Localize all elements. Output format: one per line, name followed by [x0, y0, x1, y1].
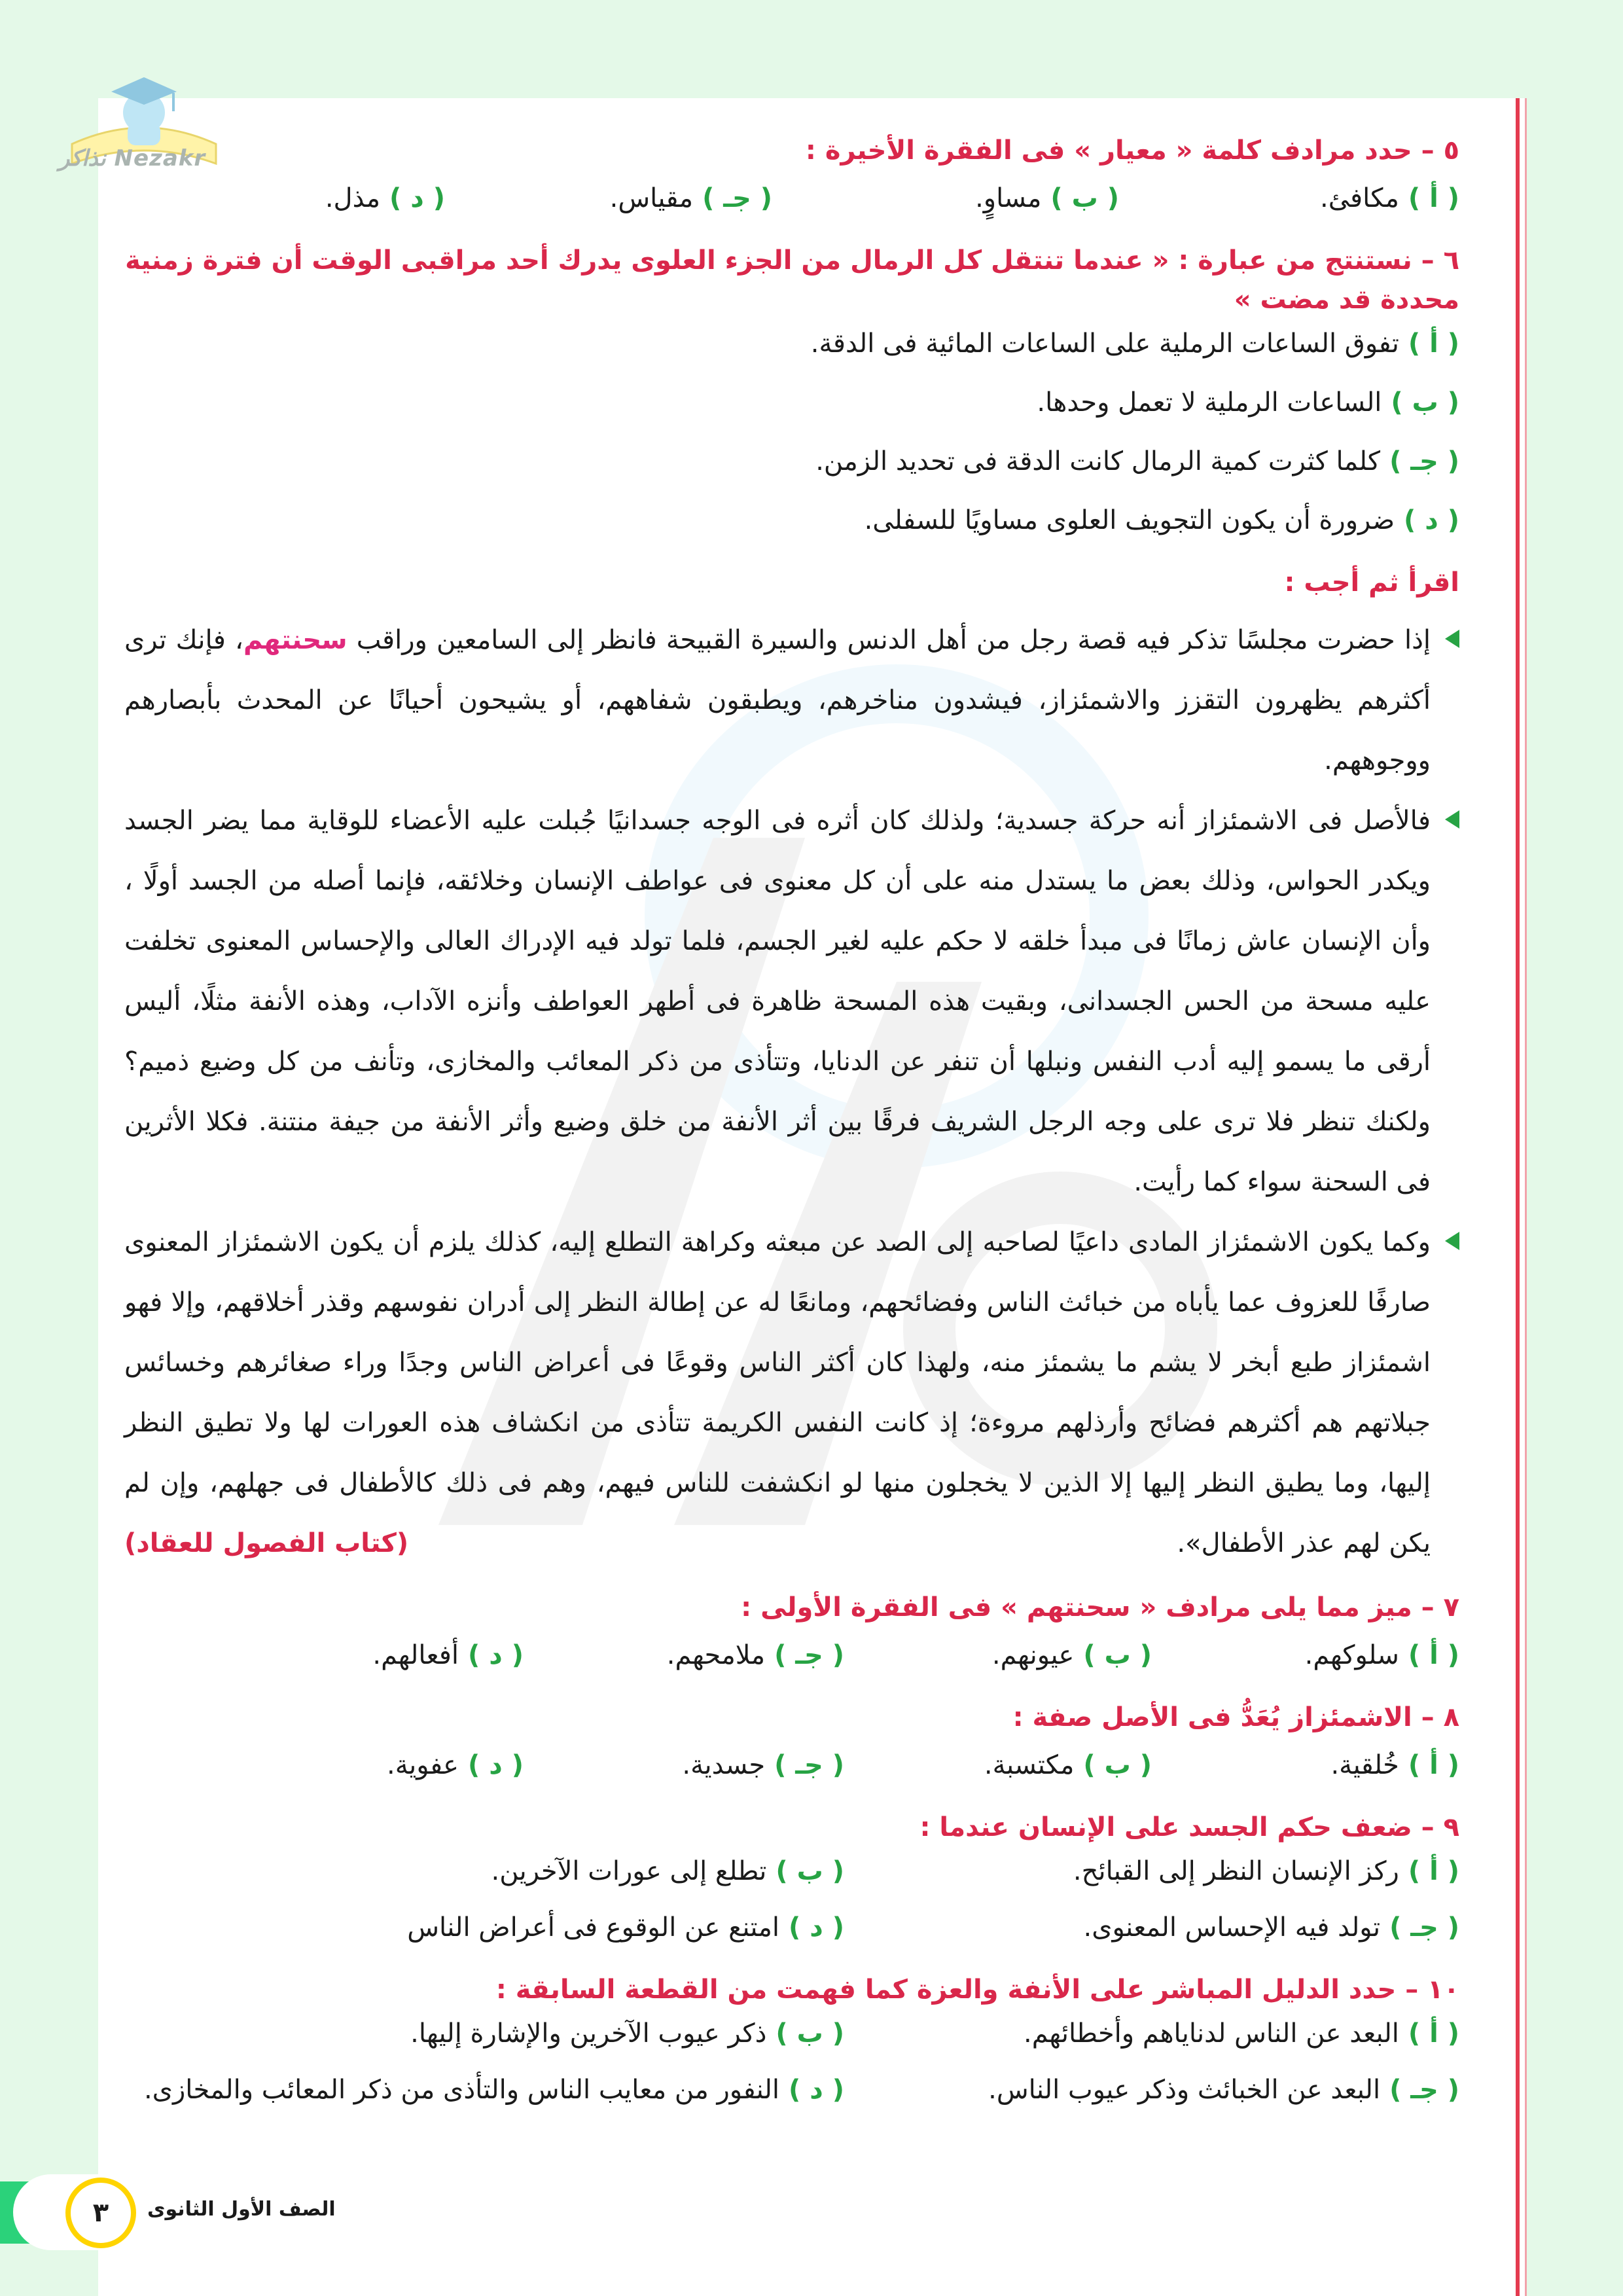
- option-a[interactable]: [844, 2013, 1459, 2054]
- option-text: ركز الإنسان النظر إلى القبائح.: [1073, 1856, 1399, 1886]
- passage-paragraph-1: [124, 610, 1459, 791]
- question-10-options-row-2: [124, 2070, 1459, 2110]
- passage-paragraph-2: [124, 791, 1459, 1212]
- option-letter: ( جـ ): [1389, 2075, 1459, 2105]
- option-text: سلوكهم.: [1304, 1640, 1399, 1670]
- worksheet-content: [124, 131, 1459, 2110]
- option-letter: ( جـ ): [1389, 1912, 1459, 1943]
- option-text: البعد عن الخبائث وذكر عيوب الناس.: [988, 2075, 1381, 2105]
- margin-rule: [1516, 98, 1520, 2296]
- option-text: مقياس.: [609, 183, 694, 213]
- bullet-triangle-icon: [1445, 1232, 1459, 1250]
- option-text: تولد فيه الإحساس المعنوى.: [1083, 1912, 1381, 1943]
- option-letter: ( جـ ): [774, 1750, 844, 1780]
- option-d[interactable]: [372, 1635, 524, 1676]
- option-a[interactable]: [1152, 1745, 1459, 1785]
- option-d[interactable]: [407, 1907, 844, 1948]
- option-letter: ( ب ): [776, 2018, 844, 2049]
- option-text: امتنع عن الوقوع فى أعراض الناس: [407, 1912, 780, 1943]
- question-7-title: ٧ – ميز مما يلى مرادف « سحنتهم » فى الفقرة الأولى :: [741, 1592, 1459, 1623]
- question-10-options-row-1: [124, 2013, 1459, 2054]
- option-text: تفوق الساعات الرملية على الساعات المائية فى الدقة.: [810, 329, 1399, 359]
- option-c[interactable]: [524, 1635, 844, 1676]
- passage-text: ، فإنك ترى أكثرهم يظهرون التقزز والاشمئزاز، فيشدون مناخرهم، ويطبقون شفاههم، أو يشيحون أحيانًا عن المحدث بأبصارهم ووجوههم.: [124, 625, 1431, 776]
- option-letter: ( د ): [789, 1912, 844, 1943]
- option-text: ملامحهم.: [666, 1640, 766, 1670]
- option-d[interactable]: [387, 1745, 524, 1785]
- option-b[interactable]: [410, 2013, 844, 2054]
- option-text: البعد عن الناس لدناياهم وأخطائهم.: [1024, 2018, 1399, 2049]
- option-text: كلما كثرت كمية الرمال كانت الدقة فى تحديد الزمن.: [815, 446, 1381, 476]
- option-text: عيونهم.: [991, 1640, 1075, 1670]
- option-b[interactable]: [844, 1745, 1152, 1785]
- question-6-options: [124, 323, 1459, 541]
- option-c[interactable]: [524, 1745, 844, 1785]
- option-letter: ( د ): [389, 183, 445, 213]
- question-9-options-row-2: [124, 1907, 1459, 1948]
- option-letter: ( ب ): [1083, 1640, 1152, 1670]
- option-letter: ( د ): [1404, 505, 1459, 535]
- option-text: مساوٍ.: [975, 183, 1042, 213]
- question-10-title: ١٠ – حدد الدليل المباشر على الأنفة والعزة كما فهمت من القطعة السابقة :: [495, 1975, 1459, 2005]
- passage-text: فالأصل فى الاشمئزاز أنه حركة جسدية؛ ولذلك كان أثره فى الوجه جسدانيًا جُبلت عليه الأعضاء للوقاية مما يضر الجسد ويكدر الحواس، وذلك بعض ما يستدل منه على أن كل معنوى فى عواطف الإنسان وخلائقه، فإنما أصله من الجسد أولًا ، وأن الإنسان عاش زمانًا فى مبدأ خلقه لا حكم عليه لغير الجسم، فلما تولد فيه الإدراك العالى والإحساس المعنوى تخلفت عليه مسحة من الحس الجسدانى، وبقيت هذه المسحة ظاهرة فى أطهر العواطف وأنزه الآداب، وهذه الأنفة مثلًا، أليس أرقى ما يسمو إليه أدب النفس ونبلها أن تنفر عن الدنايا، وتتأذى من ذكر المعائب والمخازى، وتأنف من كل وضيع ذميم؟ ولكنك تنظر فلا ترى على وجه الرجل الشريف فرقًا بين أثر الأنفة من خلق وضيع وأثر الأنفة من جيفة منتنة. فكلا الأثرين فى السحنة سواء كما رأيت.: [124, 806, 1431, 1197]
- page-number: ٣: [65, 2178, 136, 2248]
- option-letter: ( أ ): [1408, 1640, 1459, 1670]
- option-letter: ( أ ): [1408, 1750, 1459, 1780]
- option-letter: ( د ): [468, 1750, 524, 1780]
- option-letter: ( ب ): [1050, 183, 1119, 213]
- question-5-options: [124, 178, 1459, 219]
- margin-rule-light: [1525, 98, 1527, 2296]
- option-c[interactable]: [445, 178, 772, 219]
- passage-source: (كتاب الفصول للعقاد): [124, 1528, 409, 1558]
- option-b[interactable]: [772, 178, 1119, 219]
- option-text: ضرورة أن يكون التجويف العلوى مساويًا للسفلى.: [864, 505, 1395, 535]
- option-d[interactable]: [124, 500, 1459, 541]
- passage-text: وكما يكون الاشمئزاز المادى داعيًا لصاحبه إلى الصد عن مبعثه وكراهة التطلع إليه، كذلك يلزم أن يكون الاشمئزاز المعنوى صارفًا للعزوف عما يأباه من خبائث الناس وفضائحهم، ومانعًا له عن إطالة النظر إلى أدران نفوسهم وقذر أخلاقهم، وإلا فهو اشمئزاز طبع أبخر لا يشم ما يشمئز منه، ولهذا كان أكثر الناس وقوعًا فى أعراض الناس وجدًا وراء صغائرهم وخسائس جبلاتهم هم أكثرهم فضائح وأرذلهم مروءة؛ إذ كانت النفس الكريمة تتأذى من انكشاف هذه العورات لها ولا تطيق النظر إليها، وما يطيق النظر إليها إلا الذين لا يخجلون منها لو انكشفت للناس فيهم، وهم فى ذلك كالأطفال فى جهلهم، وإن لم يكن لهم عذر الأطفال».: [124, 1227, 1431, 1558]
- question-9-options-row-1: [124, 1851, 1459, 1892]
- option-c[interactable]: [124, 441, 1459, 482]
- option-d[interactable]: [325, 178, 445, 219]
- option-text: الساعات الرملية لا تعمل وحدها.: [1037, 387, 1382, 418]
- option-text: النفور من معايب الناس والتأذى من ذكر المعائب والمخازى.: [143, 2075, 780, 2105]
- option-b[interactable]: [491, 1851, 844, 1892]
- option-letter: ( د ): [789, 2075, 844, 2105]
- option-letter: ( جـ ): [774, 1640, 844, 1670]
- option-c[interactable]: [844, 1907, 1459, 1948]
- reading-heading: اقرأ ثم أجب :: [1284, 567, 1459, 598]
- option-text: مذل.: [325, 183, 381, 213]
- option-c[interactable]: [844, 2070, 1459, 2110]
- option-text: جسدية.: [682, 1750, 766, 1780]
- question-8-title: ٨ – الاشمئزاز يُعَدُّ فى الأصل صفة :: [1012, 1702, 1459, 1732]
- option-a[interactable]: [124, 323, 1459, 364]
- option-a[interactable]: [1119, 178, 1459, 219]
- option-text: عفوية.: [386, 1750, 459, 1780]
- passage-text: إذا حضرت مجلسًا تذكر فيه قصة رجل من أهل الدنس والسيرة القبيحة فانظر إلى السامعين وراقب: [347, 625, 1431, 655]
- option-text: مكتسبة.: [984, 1750, 1075, 1780]
- option-text: ذكر عيوب الآخرين والإشارة إليها.: [410, 2018, 767, 2049]
- option-letter: ( أ ): [1408, 183, 1459, 213]
- option-letter: ( جـ ): [702, 183, 772, 213]
- option-text: خُلقية.: [1330, 1750, 1399, 1780]
- option-b[interactable]: [844, 1635, 1152, 1676]
- option-letter: ( ب ): [1083, 1750, 1152, 1780]
- option-letter: ( د ): [468, 1640, 524, 1670]
- highlighted-word: سحنتهم: [243, 625, 348, 655]
- option-text: تطلع إلى عورات الآخرين.: [491, 1856, 767, 1886]
- logo-text: Nezakr نذاكر: [59, 145, 206, 171]
- question-7-options: [124, 1635, 1459, 1676]
- option-a[interactable]: [1152, 1635, 1459, 1676]
- option-b[interactable]: [124, 382, 1459, 423]
- grade-label: الصف الأول الثانوى: [147, 2198, 336, 2221]
- option-text: مكافئ.: [1319, 183, 1399, 213]
- option-letter: ( أ ): [1408, 1856, 1459, 1886]
- bullet-triangle-icon: [1445, 810, 1459, 829]
- option-letter: ( جـ ): [1389, 446, 1459, 476]
- option-letter: ( ب ): [776, 1856, 844, 1886]
- question-6-title: ٦ – نستنتج من عبارة : « عندما تنتقل كل الرمال من الجزء العلوى يدرك أحد مراقبى الوقت أن فترة زمنية محددة قد مضت »: [125, 245, 1459, 315]
- option-text: أفعالهم.: [372, 1640, 459, 1670]
- question-5-title: ٥ – حدد مرادف كلمة « معيار » فى الفقرة الأخيرة :: [805, 135, 1459, 166]
- bullet-triangle-icon: [1445, 630, 1459, 648]
- option-letter: ( ب ): [1391, 387, 1459, 418]
- passage-paragraph-3: [124, 1212, 1459, 1573]
- question-9-title: ٩ – ضعف حكم الجسد على الإنسان عندما :: [919, 1812, 1459, 1842]
- question-8-options: [124, 1745, 1459, 1785]
- option-letter: ( أ ): [1408, 2018, 1459, 2049]
- option-letter: ( أ ): [1408, 329, 1459, 359]
- option-a[interactable]: [844, 1851, 1459, 1892]
- option-d[interactable]: [144, 2070, 844, 2110]
